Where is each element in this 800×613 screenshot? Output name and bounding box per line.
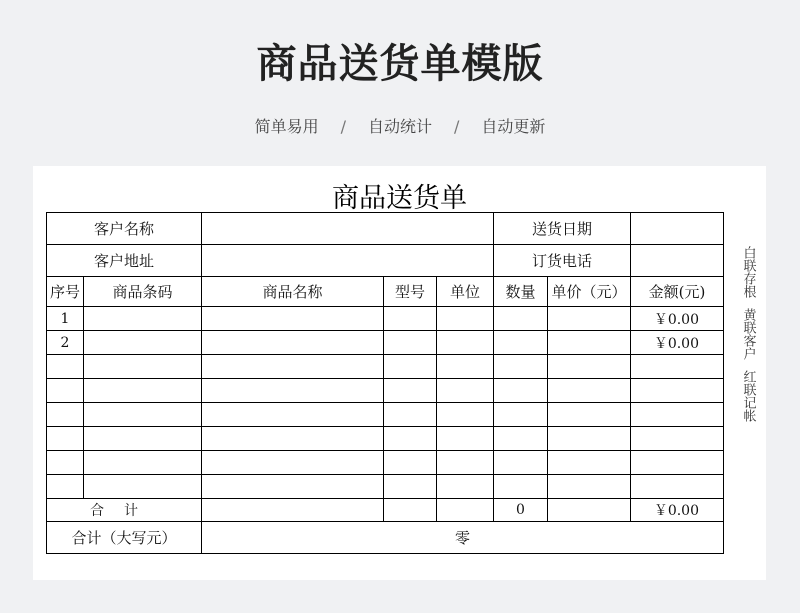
item-rows: [47, 307, 724, 499]
row-name-cell[interactable]: [202, 355, 384, 379]
order-phone-label: 订货电话: [494, 245, 631, 277]
row-no-cell: [47, 475, 84, 499]
table-row: [47, 307, 724, 331]
note-text: 红联记帐: [740, 370, 756, 422]
tag-auto-update: 自动更新: [481, 117, 546, 136]
col-header-model: 型号: [384, 277, 437, 307]
row-no-cell: [47, 355, 84, 379]
row-amount-cell[interactable]: [631, 379, 724, 403]
row-price-cell[interactable]: [548, 331, 631, 355]
row-price-cell[interactable]: [548, 427, 631, 451]
row-name-cell[interactable]: [202, 475, 384, 499]
row-price-cell[interactable]: [548, 475, 631, 499]
row-name-cell[interactable]: [202, 379, 384, 403]
row-model-cell[interactable]: [384, 307, 437, 331]
row-model-cell[interactable]: [384, 475, 437, 499]
table-row: [47, 331, 724, 355]
row-unit-cell[interactable]: [437, 355, 494, 379]
row-barcode-cell[interactable]: [84, 331, 202, 355]
row-qty-cell[interactable]: [494, 475, 548, 499]
customer-address-label: 客户地址: [47, 245, 202, 277]
table-row: [47, 475, 724, 499]
row-price-cell[interactable]: [548, 451, 631, 475]
row-price-cell[interactable]: [548, 307, 631, 331]
customer-name-row: [47, 213, 724, 245]
total-model-cell: [384, 499, 437, 522]
table-row: [47, 355, 724, 379]
row-barcode-cell[interactable]: [84, 427, 202, 451]
total-price-cell: [548, 499, 631, 522]
row-model-cell[interactable]: [384, 403, 437, 427]
column-header-row: [47, 277, 724, 307]
row-amount-cell[interactable]: [631, 403, 724, 427]
row-no-cell: 2: [47, 331, 84, 355]
table-row: [47, 427, 724, 451]
row-unit-cell[interactable]: [437, 427, 494, 451]
row-name-cell[interactable]: [202, 451, 384, 475]
col-header-name: 商品名称: [202, 277, 384, 307]
customer-name-field[interactable]: [202, 213, 494, 245]
row-model-cell[interactable]: [384, 355, 437, 379]
row-price-cell[interactable]: [548, 355, 631, 379]
col-header-qty: 数量: [494, 277, 548, 307]
row-no-cell: [47, 451, 84, 475]
row-qty-cell[interactable]: [494, 403, 548, 427]
tag-separator: /: [340, 117, 346, 136]
note-white-copy: [736, 246, 760, 298]
note-red-copy: [736, 370, 760, 422]
delivery-date-label: 送货日期: [494, 213, 631, 245]
total-row: [47, 499, 724, 522]
form-sheet: [33, 166, 766, 580]
total-label: 合计: [47, 499, 202, 522]
row-amount-cell[interactable]: ￥0.00: [631, 307, 724, 331]
note-text: 白联存根: [740, 246, 756, 298]
row-qty-cell[interactable]: [494, 451, 548, 475]
row-model-cell[interactable]: [384, 427, 437, 451]
row-name-cell[interactable]: [202, 307, 384, 331]
customer-address-row: [47, 245, 724, 277]
note-yellow-copy: [736, 308, 760, 360]
row-no-cell: [47, 427, 84, 451]
row-no-cell: [47, 403, 84, 427]
page-title: 商品送货单模版: [256, 41, 544, 87]
row-amount-cell[interactable]: ￥0.00: [631, 331, 724, 355]
note-text: 黄联客户: [740, 308, 756, 360]
row-qty-cell[interactable]: [494, 307, 548, 331]
row-barcode-cell[interactable]: [84, 475, 202, 499]
total-unit-cell: [437, 499, 494, 522]
col-header-no: 序号: [47, 277, 84, 307]
row-name-cell[interactable]: [202, 403, 384, 427]
table-row: [47, 379, 724, 403]
copy-notes: [736, 246, 760, 432]
row-unit-cell[interactable]: [437, 451, 494, 475]
row-name-cell[interactable]: [202, 331, 384, 355]
row-unit-cell[interactable]: [437, 475, 494, 499]
table-row: [47, 451, 724, 475]
form-title: 商品送货单: [332, 183, 467, 214]
row-amount-cell[interactable]: [631, 451, 724, 475]
col-header-barcode: 商品条码: [84, 277, 202, 307]
row-model-cell[interactable]: [384, 451, 437, 475]
row-amount-cell[interactable]: [631, 355, 724, 379]
row-barcode-cell[interactable]: [84, 451, 202, 475]
row-qty-cell[interactable]: [494, 379, 548, 403]
row-unit-cell[interactable]: [437, 331, 494, 355]
delivery-date-field[interactable]: [631, 213, 724, 245]
customer-address-field[interactable]: [202, 245, 494, 277]
uppercase-total-row: [47, 522, 724, 554]
col-header-price: 单价（元）: [548, 277, 631, 307]
row-unit-cell[interactable]: [437, 403, 494, 427]
uppercase-total-value: 零: [202, 522, 724, 554]
table-row: [47, 403, 724, 427]
row-amount-cell[interactable]: [631, 475, 724, 499]
row-amount-cell[interactable]: [631, 427, 724, 451]
row-model-cell[interactable]: [384, 379, 437, 403]
uppercase-total-label: 合计（大写元）: [47, 522, 202, 554]
tag-separator: /: [454, 117, 460, 136]
total-name-cell: [202, 499, 384, 522]
row-no-cell: 1: [47, 307, 84, 331]
row-name-cell[interactable]: [202, 427, 384, 451]
col-header-amount: 金额(元): [631, 277, 724, 307]
row-qty-cell[interactable]: [494, 355, 548, 379]
row-price-cell[interactable]: [548, 379, 631, 403]
delivery-table: [46, 212, 724, 554]
row-unit-cell[interactable]: [437, 307, 494, 331]
tag-easy: 简单易用: [254, 117, 319, 136]
tagline: [0, 114, 800, 137]
row-unit-cell[interactable]: [437, 379, 494, 403]
total-amount: ￥0.00: [631, 499, 724, 522]
customer-name-label: 客户名称: [47, 213, 202, 245]
row-no-cell: [47, 379, 84, 403]
row-barcode-cell[interactable]: [84, 403, 202, 427]
row-price-cell[interactable]: [548, 403, 631, 427]
row-barcode-cell[interactable]: [84, 355, 202, 379]
order-phone-field[interactable]: [631, 245, 724, 277]
total-qty: 0: [494, 499, 548, 522]
tag-auto-stats: 自动统计: [367, 117, 432, 136]
row-model-cell[interactable]: [384, 331, 437, 355]
row-qty-cell[interactable]: [494, 427, 548, 451]
col-header-unit: 单位: [437, 277, 494, 307]
row-barcode-cell[interactable]: [84, 379, 202, 403]
row-qty-cell[interactable]: [494, 331, 548, 355]
row-barcode-cell[interactable]: [84, 307, 202, 331]
